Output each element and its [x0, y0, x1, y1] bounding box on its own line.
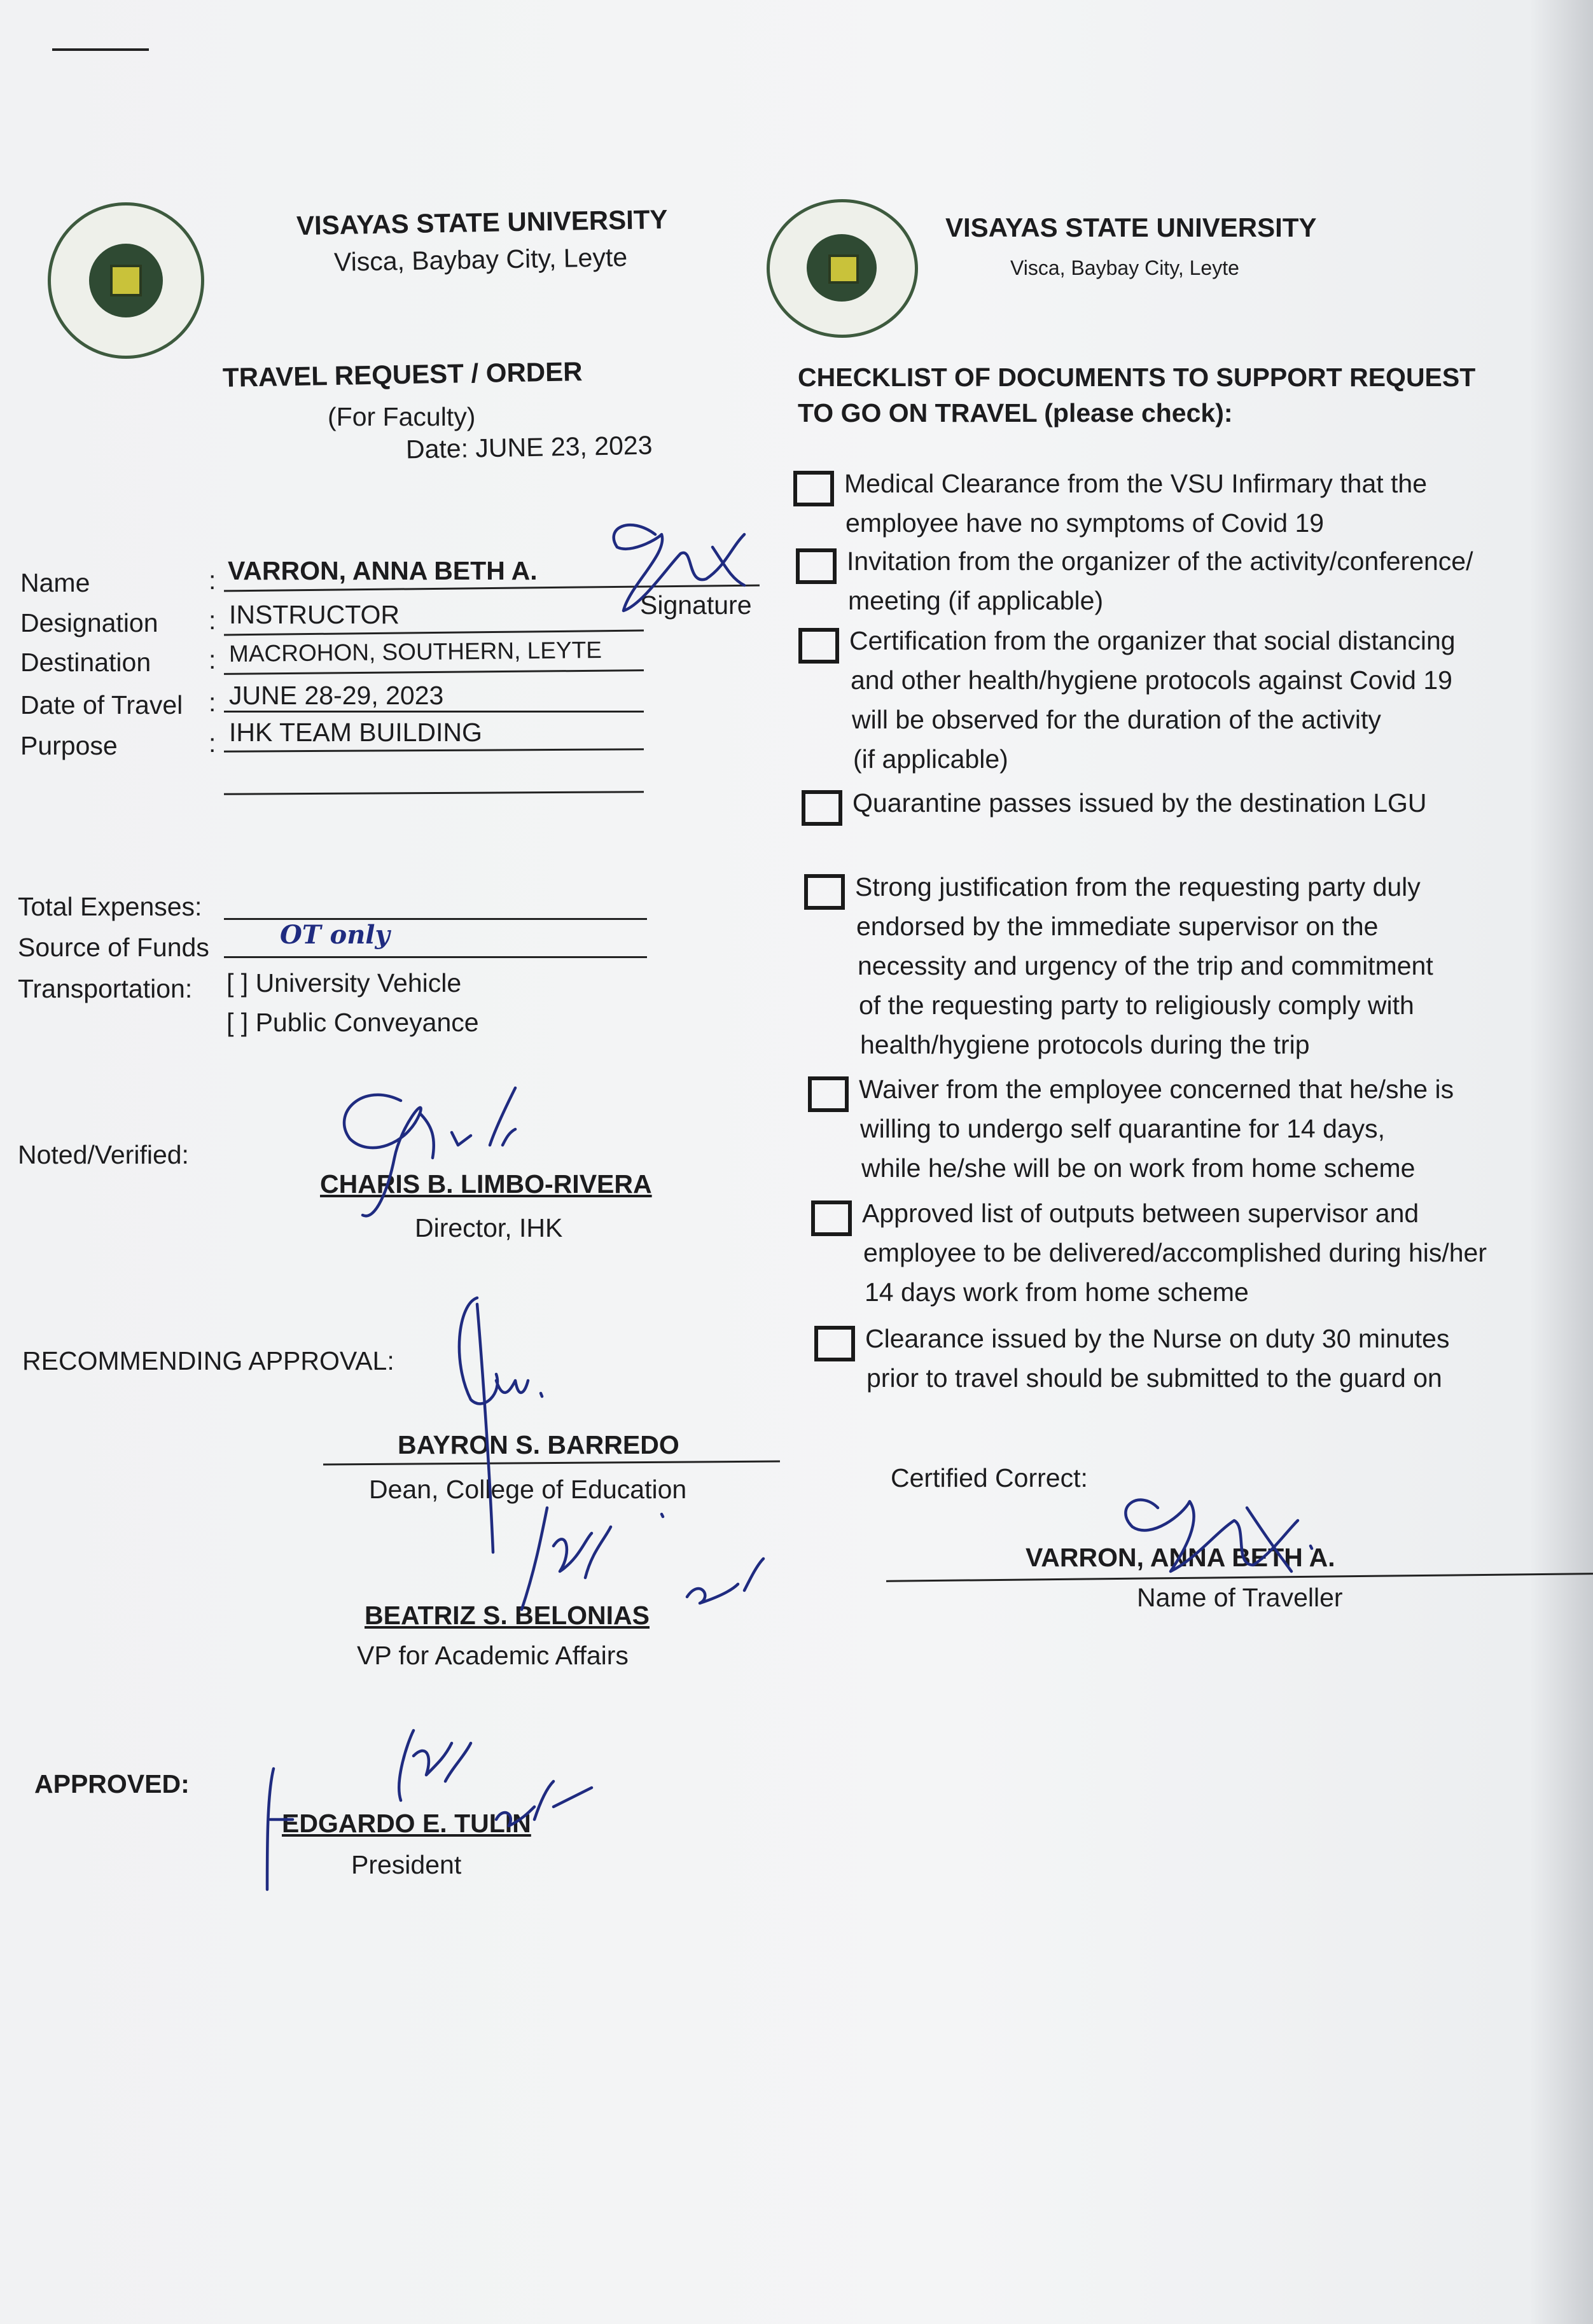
field-underline — [224, 711, 644, 713]
university-name: VISAYAS STATE UNIVERSITY — [945, 212, 1317, 242]
checklist-item-text: prior to travel should be submitted to the guard on — [866, 1363, 1442, 1393]
recommending-label: RECOMMENDING APPROVAL: — [22, 1346, 394, 1375]
approved-label: APPROVED: — [34, 1769, 190, 1799]
checklist-item-text: necessity and urgency of the trip and commitment — [858, 951, 1433, 980]
vp-title: VP for Academic Affairs — [357, 1641, 629, 1670]
field-underline — [224, 669, 644, 675]
source-of-funds-handwritten: OT only — [280, 920, 390, 950]
checklist-checkbox[interactable] — [798, 628, 839, 664]
traveller-caption: Name of Traveller — [1137, 1583, 1343, 1612]
checklist-item-text: Waiver from the employee concerned that he/she is — [859, 1075, 1454, 1104]
checklist-item-text: Medical Clearance from the VSU Infirmary that the — [844, 469, 1428, 498]
checklist-checkbox[interactable] — [802, 790, 842, 826]
field-label: Date of Travel — [20, 690, 183, 720]
field-label: Purpose — [20, 731, 118, 760]
checklist-item-text: Quarantine passes issued by the destination LGU — [852, 788, 1427, 818]
university-address: Visca, Baybay City, Leyte — [333, 242, 628, 277]
checklist-item-text: will be observed for the duration of the activity — [852, 705, 1381, 734]
field-label: Designation — [20, 608, 158, 637]
university-name: VISAYAS STATE UNIVERSITY — [296, 204, 668, 241]
checklist-item-text: meeting (if applicable) — [848, 586, 1104, 615]
traveller-signature-top — [604, 509, 763, 623]
field-value: INSTRUCTOR — [229, 600, 400, 629]
noted-title: Director, IHK — [415, 1213, 563, 1242]
checklist-item-text: Certification from the organizer that social distancing — [849, 626, 1456, 655]
approved-title: President — [351, 1850, 462, 1879]
vp-signature — [509, 1501, 776, 1616]
checklist-checkbox[interactable] — [811, 1200, 852, 1236]
field-label: Destination — [20, 648, 151, 677]
signature-label: Signature — [640, 590, 752, 620]
field-value: VARRON, ANNA BETH A. — [228, 556, 538, 585]
field-value: IHK TEAM BUILDING — [229, 718, 482, 747]
checklist-checkbox[interactable] — [814, 1326, 855, 1361]
colon: : — [209, 688, 216, 717]
checklist-checkbox[interactable] — [796, 548, 837, 584]
transportation-label: Transportation: — [18, 974, 193, 1003]
total-expenses-label: Total Expenses: — [18, 892, 202, 921]
checklist-item-text: employee have no symptoms of Covid 19 — [845, 508, 1325, 538]
checklist-item-text: Approved list of outputs between supervisor and — [862, 1199, 1419, 1228]
approved-name: EDGARDO E. TULIN — [282, 1809, 531, 1838]
colon: : — [209, 566, 216, 595]
traveller-signature-bottom — [1107, 1470, 1317, 1597]
source-of-funds-underline — [224, 956, 647, 958]
checklist-checkbox[interactable] — [793, 471, 834, 506]
checklist-heading: CHECKLIST OF DOCUMENTS TO SUPPORT REQUEST — [798, 363, 1476, 392]
field-underline — [224, 630, 644, 636]
noted-signature — [324, 1075, 534, 1234]
colon: : — [209, 645, 216, 674]
colon: : — [209, 606, 216, 635]
checklist-item-text: Strong justification from the requesting party duly — [855, 872, 1421, 901]
university-seal-logo — [767, 199, 918, 338]
checklist-item-text: Invitation from the organizer of the activity/conference/ — [847, 546, 1473, 576]
checklist-item-text: willing to undergo self quarantine for 14 days, — [860, 1114, 1386, 1143]
checklist-item-text: while he/she will be on work from home scheme — [861, 1153, 1416, 1183]
checklist-item-text: (if applicable) — [853, 744, 1008, 774]
form-title: TRAVEL REQUEST / ORDER — [222, 356, 583, 393]
checklist-item-text: 14 days work from home scheme — [865, 1277, 1249, 1307]
field-underline — [224, 748, 644, 752]
form-subtitle: (For Faculty) — [328, 402, 476, 431]
form-date: Date: JUNE 23, 2023 — [405, 430, 653, 464]
noted-name: CHARIS B. LIMBO-RIVERA — [320, 1169, 652, 1199]
colon: : — [209, 728, 216, 758]
certified-correct-label: Certified Correct: — [891, 1463, 1088, 1493]
university-address: Visca, Baybay City, Leyte — [1010, 256, 1239, 279]
field-underline-extra — [224, 791, 644, 795]
traveller-name: VARRON, ANNA BETH A. — [1026, 1543, 1335, 1572]
source-of-funds-label: Source of Funds — [18, 933, 209, 962]
checklist-heading: TO GO ON TRAVEL (please check): — [798, 398, 1233, 428]
approved-signature — [254, 1718, 674, 1896]
field-value: JUNE 28-29, 2023 — [229, 681, 444, 710]
checklist-item-text: endorsed by the immediate supervisor on the — [856, 912, 1379, 941]
vp-name: BEATRIZ S. BELONIAS — [365, 1601, 650, 1630]
university-seal-logo — [48, 202, 204, 359]
checklist-item-text: employee to be delivered/accomplished during his/her — [863, 1238, 1487, 1267]
field-value: MACROHON, SOUTHERN, LEYTE — [228, 636, 602, 667]
field-label: Name — [20, 568, 90, 597]
checklist-item-text: and other health/hygiene protocols against Covid 19 — [851, 665, 1452, 695]
checklist-checkbox[interactable] — [808, 1076, 849, 1112]
checklist-item-text: of the requesting party to religiously comply with — [859, 991, 1414, 1020]
checklist-item-text: Clearance issued by the Nurse on duty 30 minutes — [865, 1324, 1450, 1353]
transport-option-university-vehicle[interactable]: [ ] University Vehicle — [226, 968, 462, 998]
noted-label: Noted/Verified: — [18, 1140, 189, 1169]
recommending-name: BAYRON S. BARREDO — [398, 1430, 679, 1459]
checklist-item-text: health/hygiene protocols during the trip — [860, 1030, 1310, 1059]
checklist-checkbox[interactable] — [804, 874, 845, 910]
recommending-title: Dean, College of Education — [369, 1475, 687, 1504]
top-dash — [52, 48, 149, 51]
transport-option-public-conveyance[interactable]: [ ] Public Conveyance — [226, 1008, 479, 1037]
